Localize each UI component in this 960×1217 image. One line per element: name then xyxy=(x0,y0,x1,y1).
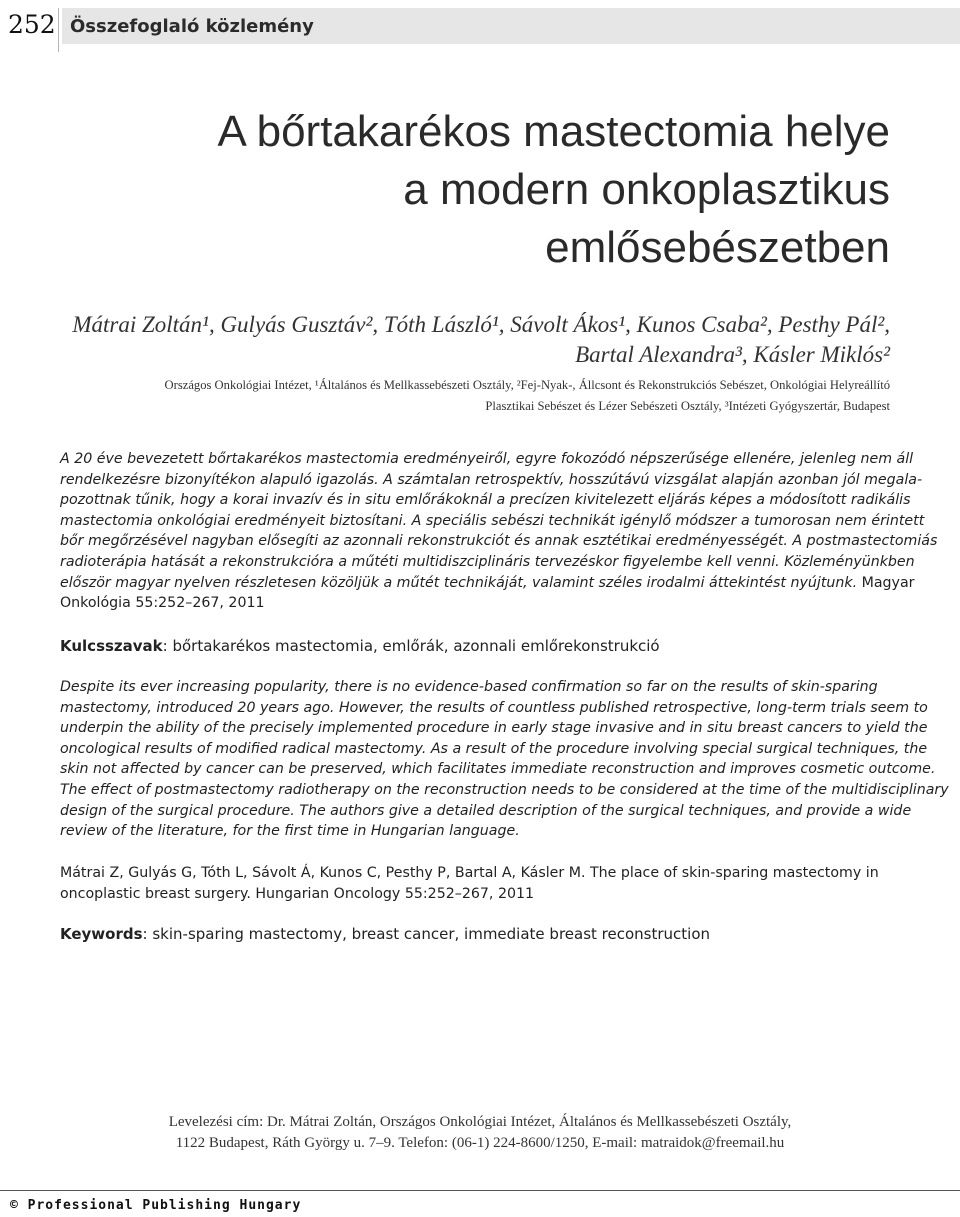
section-title: Összefoglaló közlemény xyxy=(70,16,314,37)
affiliations xyxy=(30,375,890,417)
page-number: 252 xyxy=(8,10,56,39)
abstract-line: oncological results of modified radical mastectomy. As a result of the procedure involving special surgical techniques, the xyxy=(60,740,928,757)
publisher-footer: © Professional Publishing Hungary xyxy=(10,1198,302,1213)
keywords-label: Kulcsszavak xyxy=(60,637,163,655)
citation-hu: Onkológia 55:252–267, 2011 xyxy=(60,595,265,612)
abstract-line: mastectomia onkológiai eredményeit biztosítani. A speciális sebészi technikát igénylő módszer a tumorosan nem érintett xyxy=(60,512,925,529)
footer-divider xyxy=(0,1190,960,1191)
abstract-hungarian xyxy=(60,449,938,614)
abstract-line: pozottnak tűnik, hogy a korai invazív és in situ emlőrákoknál a precízen kivitelezett eljárás képes a módosított radikális xyxy=(60,492,911,509)
correspondence-address xyxy=(60,1112,900,1154)
citation-hu: Magyar xyxy=(861,574,915,591)
abstract-line: radioterápia hatását a rekonstrukcióra a műtéti multidiszciplináris tervezéskor figyelembe kell venni. Közleményünkben xyxy=(60,553,915,570)
keywords-text: : skin-sparing mastectomy, breast cancer, immediate breast reconstruction xyxy=(142,925,711,943)
citation-english xyxy=(60,863,892,904)
title-line: a modern onkoplasztikus xyxy=(403,165,890,214)
authors-line: Bartal Alexandra³, Kásler Miklós² xyxy=(575,342,890,367)
correspondence-line: Levelezési cím: Dr. Mátrai Zoltán, Országos Onkológiai Intézet, Általános és Mellkassebészeti Osztály, xyxy=(168,1114,792,1130)
header-divider xyxy=(58,8,59,52)
title-line: A bőrtakarékos mastectomia helye xyxy=(217,107,890,156)
abstract-line: Despite its ever increasing popularity, there is no evidence-based confirmation so far on the results of skin-sparing xyxy=(60,679,878,695)
abstract-line xyxy=(60,573,915,594)
citation-line: Mátrai Z, Gulyás G, Tóth L, Sávolt Á, Kunos C, Pesthy P, Bartal A, Kásler M. The place of skin-sparing mastectomy in xyxy=(60,865,879,881)
abstract-line: bőr megőrzésével nagyban elősegíti az azonnali rekonstrukciót és annak esztétikai eredményességét. A postmastectomiás xyxy=(60,533,938,550)
abstract-line: mastectomy, introduced 20 years ago. However, the results of countless published retrospective, long-term trials seem to xyxy=(60,699,928,716)
correspondence-line: 1122 Budapest, Ráth György u. 7–9. Telefon: (06-1) 224-8600/1250, E-mail: matraidok@freemail.hu xyxy=(175,1135,785,1151)
abstract-line: review of the literature, for the first time in Hungarian language. xyxy=(60,823,520,840)
authors-line: Mátrai Zoltán¹, Gulyás Gusztáv², Tóth László¹, Sávolt Ákos¹, Kunos Csaba², Pesthy Pál², xyxy=(72,312,890,337)
abstract-english xyxy=(60,677,949,842)
citation-line: oncoplastic breast surgery. Hungarian Oncology 55:252–267, 2011 xyxy=(60,885,535,902)
abstract-line: rendelkezésre bizonyítékon alapuló igazolás. A számtalan retrospektív, hosszútávú vizsgálat alapján azonban jól megala- xyxy=(60,471,923,488)
affiliation-line: Országos Onkológiai Intézet, ¹Általános és Mellkassebészeti Osztály, ²Fej-Nyak-, Állcsont és Rekonstrukciós Sebészet, Onkológiai Helyreállító xyxy=(164,378,890,392)
abstract-line: The effect of postmastectomy radiotherapy on the reconstruction needs to be considered at the time of the multidisciplinary xyxy=(60,781,949,798)
page-header xyxy=(0,0,960,52)
abstract-line: design of the surgical procedure. The authors give a detailed description of the surgical techniques, and provide a wide xyxy=(60,802,912,819)
abstract-text: először magyar nyelven részletesen közöljük a műtét technikáját, valamint széles irodalmi áttekintést nyújtunk. xyxy=(60,574,858,591)
keywords-english xyxy=(60,925,710,943)
article-title xyxy=(130,103,890,277)
abstract-line: A 20 éve bevezetett bőrtakarékos mastectomia eredményeiről, egyre fokozódó népszerűsége ellenére, jelenleg nem áll xyxy=(60,451,914,467)
abstract-line: skin not affected by cancer can be preserved, which facilitates immediate reconstruction and improves cosmetic outcome. xyxy=(60,761,936,778)
title-line: emlősebészetben xyxy=(545,223,890,272)
author-list xyxy=(30,310,890,370)
abstract-line: underpin the ability of the precisely implemented procedure in early stage invasive and in situ breast cancers to yield the xyxy=(60,720,928,737)
keywords-text: : bőrtakarékos mastectomia, emlőrák, azonnali emlőrekonstrukció xyxy=(162,637,660,655)
keywords-hungarian xyxy=(60,637,660,655)
affiliation-line: Plasztikai Sebészet és Lézer Sebészeti Osztály, ³Intézeti Gyógyszertár, Budapest xyxy=(485,399,890,413)
keywords-label: Keywords xyxy=(60,925,143,943)
